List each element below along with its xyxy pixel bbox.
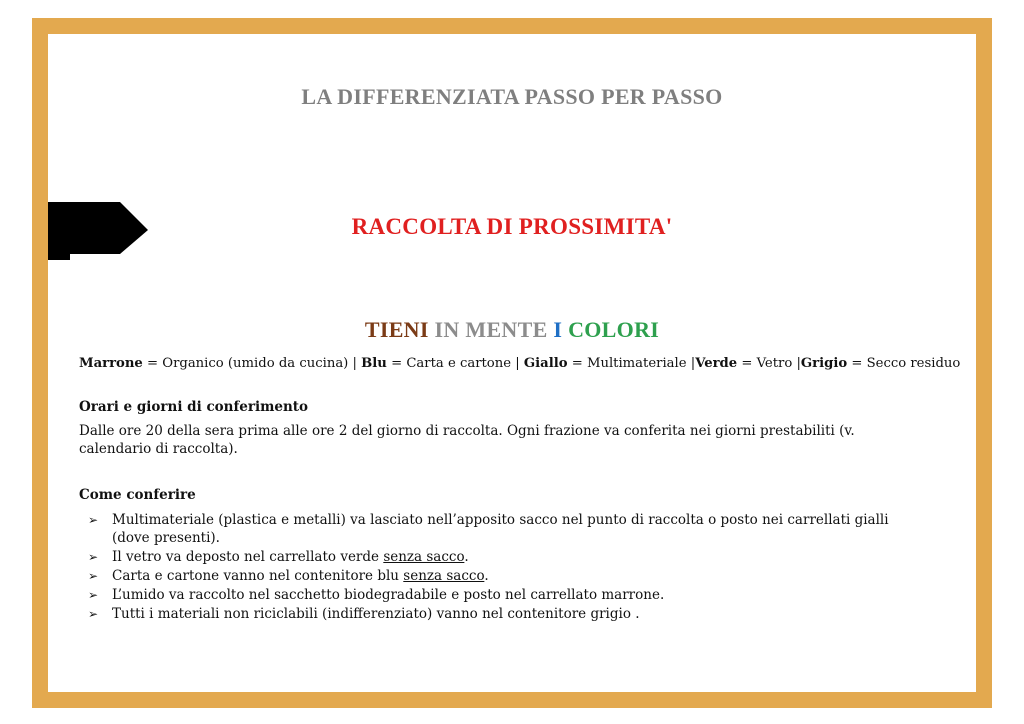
legend-color-desc: = Organico (umido da cucina) | <box>142 356 362 371</box>
colors-heading-word-colori: COLORI <box>568 317 660 342</box>
bullet-arrow-icon: ➢ <box>88 607 99 621</box>
page-title: LA DIFFERENZIATA PASSO PER PASSO <box>301 84 723 109</box>
section-heading-come-conferire: Come conferire <box>79 487 196 503</box>
colors-heading-word-in-mente: IN MENTE <box>434 317 548 342</box>
bullet-arrow-icon: ➢ <box>88 513 99 527</box>
bullet-text: . <box>464 549 469 565</box>
bullet-text: Tutti i materiali non riciclabili (indifferenziato) vanno nel contenitore grigio . <box>112 606 640 622</box>
bullet-text: Carta e cartone vanno nel contenitore blu <box>112 568 404 584</box>
legend-color-name: Marrone <box>79 356 143 371</box>
legend-color-desc: = Multimateriale | <box>567 356 696 371</box>
bullet-text: Il vetro va deposto nel carrellato verde <box>112 549 384 565</box>
bullet-arrow-icon: ➢ <box>88 550 99 564</box>
bullet-text-underlined: senza sacco <box>383 549 465 565</box>
bullet-arrow-icon: ➢ <box>88 569 99 583</box>
bullet-text: L’umido va raccolto nel sacchetto biodegradabile e posto nel carrellato marrone. <box>112 587 665 603</box>
list-item <box>88 548 908 566</box>
legend-color-desc: = Vetro | <box>737 356 801 371</box>
conferire-bullet-list <box>88 511 908 624</box>
section-subtitle: RACCOLTA DI PROSSIMITA' <box>351 214 673 239</box>
list-item <box>88 511 908 547</box>
list-item <box>88 567 908 585</box>
bullet-text: . <box>484 568 489 584</box>
list-item <box>88 605 908 623</box>
list-item <box>88 586 908 604</box>
color-legend <box>79 356 959 371</box>
legend-color-name: Grigio <box>800 356 848 371</box>
section-heading-orari: Orari e giorni di conferimento <box>79 399 309 415</box>
colors-heading-word-i: I <box>553 317 563 342</box>
colors-heading <box>48 317 976 343</box>
colors-heading-word-tieni: TIENI <box>364 317 429 342</box>
bullet-text-underlined: senza sacco <box>403 568 485 584</box>
section-text-orari: Dalle ore 20 della sera prima alle ore 2 del giorno di raccolta. Ogni frazione va conferita nei giorni prestabiliti (v. calendario di raccolta). <box>79 423 855 457</box>
legend-color-name: Blu <box>361 356 387 371</box>
legend-color-name: Verde <box>695 356 738 371</box>
legend-color-desc: = Carta e cartone | <box>386 356 524 371</box>
legend-color-desc: = Secco residuo <box>847 356 961 371</box>
legend-color-name: Giallo <box>523 356 568 371</box>
bullet-text: Multimateriale (plastica e metalli) va lasciato nell’apposito sacco nel punto di raccolta o posto nei carrellati gialli (dove presenti). <box>112 512 889 546</box>
bullet-arrow-icon: ➢ <box>88 588 99 602</box>
